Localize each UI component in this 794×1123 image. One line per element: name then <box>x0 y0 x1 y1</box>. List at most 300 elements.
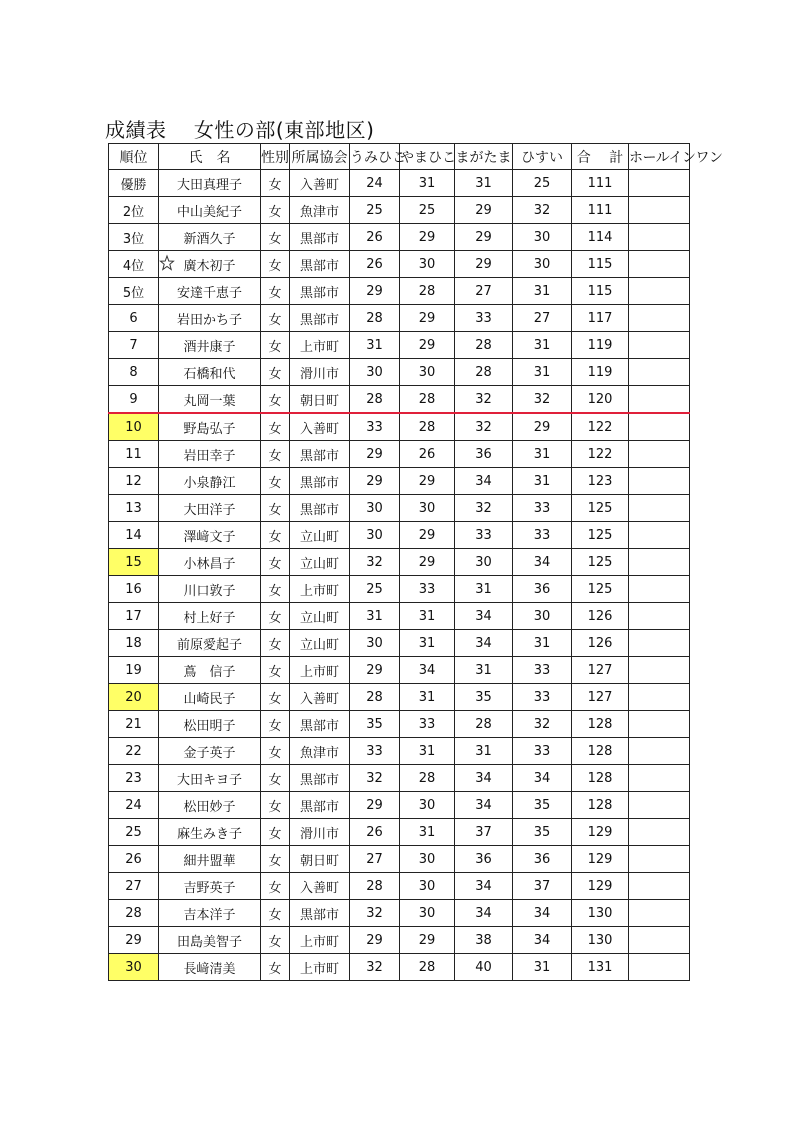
yamahiko-score-text: 31 <box>418 635 436 651</box>
name-cell <box>159 792 261 819</box>
umihiko-score-text: 29 <box>366 662 383 678</box>
yamahiko-score <box>400 305 455 332</box>
name-cell <box>159 711 261 738</box>
yamahiko-score <box>400 603 455 630</box>
table-row <box>109 846 690 873</box>
sex-cell <box>261 954 290 981</box>
hisui-score <box>513 576 572 603</box>
sex-cell <box>261 386 290 414</box>
hisui-score-text: 31 <box>533 635 551 651</box>
rank-cell <box>109 495 159 522</box>
rank-cell-text: 20 <box>125 689 142 705</box>
total-score-text: 128 <box>587 743 613 759</box>
yamahiko-score <box>400 873 455 900</box>
yamahiko-score-text: 33 <box>418 581 436 597</box>
association-cell-text: 黒部市 <box>299 718 339 734</box>
hole-in-one-cell <box>629 630 690 657</box>
total-score-text: 130 <box>587 905 613 921</box>
rank-cell <box>109 954 159 981</box>
hisui-score-text: 34 <box>533 905 551 921</box>
association-cell-text: 立山町 <box>299 637 339 653</box>
rank-cell-text: 23 <box>125 770 142 786</box>
sex-cell <box>261 873 290 900</box>
magatama-score <box>455 549 513 576</box>
total-score-text: 126 <box>587 635 613 651</box>
hisui-score-text: 33 <box>533 527 551 543</box>
yamahiko-score <box>400 630 455 657</box>
yamahiko-score <box>400 765 455 792</box>
sex-cell <box>261 684 290 711</box>
yamahiko-score-text: 31 <box>418 824 436 840</box>
umihiko-score <box>350 413 400 441</box>
total-score <box>572 251 629 278</box>
yamahiko-score-text: 31 <box>418 608 436 624</box>
rank-cell-text: 16 <box>125 581 142 597</box>
sex-cell <box>261 792 290 819</box>
magatama-score-text: 31 <box>475 743 492 759</box>
sex-cell <box>261 927 290 954</box>
total-score-text: 125 <box>587 554 613 570</box>
name-cell-text: 石橋和代 <box>183 366 236 382</box>
rank-cell <box>109 792 159 819</box>
sex-cell <box>261 170 290 197</box>
umihiko-score-text: 28 <box>366 310 383 326</box>
name-cell <box>159 197 261 224</box>
name-cell-text: 大田真理子 <box>176 177 242 193</box>
hisui-score <box>513 386 572 414</box>
sex-cell <box>261 765 290 792</box>
total-score-text: 131 <box>587 959 613 975</box>
header-hole-in-one: ホールインワン <box>629 144 690 170</box>
yamahiko-score <box>400 738 455 765</box>
yamahiko-score-text: 28 <box>418 959 436 975</box>
rank-cell <box>109 278 159 305</box>
rank-cell-text: 10 <box>125 419 142 435</box>
rank-cell <box>109 684 159 711</box>
umihiko-score <box>350 549 400 576</box>
hisui-score <box>513 332 572 359</box>
yamahiko-score-text: 29 <box>418 527 436 543</box>
umihiko-score <box>350 386 400 414</box>
association-cell-text: 入善町 <box>299 691 339 707</box>
name-cell-text: 丸岡一葉 <box>183 393 236 409</box>
yamahiko-score-text: 30 <box>418 364 436 380</box>
yamahiko-score-text: 30 <box>418 797 436 813</box>
yamahiko-score <box>400 170 455 197</box>
sex-cell-text: 女 <box>268 421 282 437</box>
name-cell <box>159 576 261 603</box>
sex-cell <box>261 819 290 846</box>
association-cell <box>290 954 350 981</box>
total-score <box>572 522 629 549</box>
umihiko-score <box>350 900 400 927</box>
header-hisui: ひすい <box>513 144 572 170</box>
association-cell-text: 滑川市 <box>299 826 339 842</box>
association-cell-text: 黒部市 <box>299 907 339 923</box>
umihiko-score <box>350 522 400 549</box>
total-score-text: 129 <box>587 851 613 867</box>
table-row <box>109 792 690 819</box>
rank-cell <box>109 359 159 386</box>
rank-cell-text: 9 <box>129 391 138 407</box>
hisui-score <box>513 197 572 224</box>
magatama-score-text: 30 <box>475 554 492 570</box>
yamahiko-score <box>400 278 455 305</box>
rank-cell <box>109 305 159 332</box>
yamahiko-score <box>400 522 455 549</box>
sex-cell-text: 女 <box>268 502 282 518</box>
total-score <box>572 657 629 684</box>
association-cell <box>290 522 350 549</box>
name-cell <box>159 900 261 927</box>
table-row <box>109 305 690 332</box>
sex-cell <box>261 738 290 765</box>
association-cell <box>290 332 350 359</box>
total-score <box>572 495 629 522</box>
rank-cell-text: 8 <box>129 364 138 380</box>
hisui-score <box>513 873 572 900</box>
magatama-score <box>455 468 513 495</box>
yamahiko-score-text: 34 <box>418 662 436 678</box>
sex-cell-text: 女 <box>268 853 282 869</box>
hole-in-one-cell <box>629 576 690 603</box>
hisui-score-text: 32 <box>533 716 551 732</box>
yamahiko-score <box>400 819 455 846</box>
total-score <box>572 278 629 305</box>
rank-cell <box>109 900 159 927</box>
hole-in-one-cell <box>629 224 690 251</box>
umihiko-score-text: 27 <box>366 851 383 867</box>
yamahiko-score-text: 28 <box>418 283 436 299</box>
magatama-score-text: 31 <box>475 662 492 678</box>
name-cell <box>159 305 261 332</box>
total-score <box>572 846 629 873</box>
sex-cell-text: 女 <box>268 583 282 599</box>
name-cell <box>159 170 261 197</box>
name-cell-text: 澤﨑文子 <box>183 529 236 545</box>
umihiko-score <box>350 278 400 305</box>
total-score-text: 117 <box>587 310 613 326</box>
name-cell <box>159 684 261 711</box>
magatama-score-text: 34 <box>475 635 492 651</box>
association-cell-text: 上市町 <box>299 339 339 355</box>
yamahiko-score <box>400 846 455 873</box>
hisui-score <box>513 305 572 332</box>
hisui-score-text: 30 <box>533 256 551 272</box>
rank-cell <box>109 657 159 684</box>
hisui-score <box>513 846 572 873</box>
umihiko-score <box>350 224 400 251</box>
header-total: 合 計 <box>572 144 629 170</box>
association-cell <box>290 630 350 657</box>
umihiko-score-text: 33 <box>366 743 383 759</box>
yamahiko-score <box>400 954 455 981</box>
association-cell <box>290 819 350 846</box>
sex-cell <box>261 197 290 224</box>
rank-cell-text: 26 <box>125 851 142 867</box>
total-score-text: 115 <box>587 256 613 272</box>
sex-cell <box>261 441 290 468</box>
association-cell-text: 黒部市 <box>299 285 339 301</box>
association-cell <box>290 603 350 630</box>
rank-cell-text: 3位 <box>122 231 145 247</box>
magatama-score <box>455 576 513 603</box>
header-name: 氏 名 <box>159 144 261 170</box>
sex-cell <box>261 413 290 441</box>
umihiko-score <box>350 846 400 873</box>
association-cell-text: 朝日町 <box>299 393 339 409</box>
association-cell <box>290 711 350 738</box>
umihiko-score-text: 30 <box>366 635 383 651</box>
rank-cell <box>109 765 159 792</box>
yamahiko-score <box>400 900 455 927</box>
name-cell-text: 廣木初子 <box>183 258 236 274</box>
name-cell-text: 酒井康子 <box>183 339 236 355</box>
name-cell-text: 新酒久子 <box>183 231 236 247</box>
hisui-score <box>513 603 572 630</box>
total-score-text: 128 <box>587 770 613 786</box>
yamahiko-score-text: 26 <box>418 446 436 462</box>
magatama-score <box>455 954 513 981</box>
total-score <box>572 170 629 197</box>
umihiko-score <box>350 576 400 603</box>
magatama-score <box>455 224 513 251</box>
magatama-score <box>455 170 513 197</box>
hisui-score-text: 34 <box>533 770 551 786</box>
hole-in-one-cell <box>629 170 690 197</box>
yamahiko-score <box>400 684 455 711</box>
magatama-score-text: 28 <box>475 337 492 353</box>
magatama-score-text: 34 <box>475 878 492 894</box>
name-cell <box>159 927 261 954</box>
sex-cell-text: 女 <box>268 934 282 950</box>
magatama-score <box>455 386 513 414</box>
association-cell <box>290 170 350 197</box>
hole-in-one-cell <box>629 386 690 414</box>
magatama-score <box>455 278 513 305</box>
total-score-text: 129 <box>587 878 613 894</box>
name-cell-text: 岩田かち子 <box>176 312 242 328</box>
sex-cell-text: 女 <box>268 177 282 193</box>
hisui-score-text: 32 <box>533 391 551 407</box>
rank-cell <box>109 630 159 657</box>
header-rank: 順位 <box>109 144 159 170</box>
name-cell-text: 金子英子 <box>183 745 236 761</box>
magatama-score <box>455 711 513 738</box>
association-cell <box>290 900 350 927</box>
yamahiko-score <box>400 413 455 441</box>
rank-cell-text: 18 <box>125 635 142 651</box>
name-cell-text: 小林昌子 <box>183 556 236 572</box>
hisui-score-text: 33 <box>533 662 551 678</box>
magatama-score <box>455 630 513 657</box>
total-score <box>572 332 629 359</box>
hisui-score-text: 34 <box>533 932 551 948</box>
sex-cell <box>261 900 290 927</box>
magatama-score-text: 36 <box>475 446 492 462</box>
hole-in-one-cell <box>629 684 690 711</box>
total-score <box>572 305 629 332</box>
rank-cell <box>109 738 159 765</box>
total-score <box>572 738 629 765</box>
association-cell <box>290 684 350 711</box>
hisui-score <box>513 170 572 197</box>
association-cell-text: 滑川市 <box>299 366 339 382</box>
association-cell <box>290 413 350 441</box>
magatama-score <box>455 251 513 278</box>
sex-cell <box>261 305 290 332</box>
magatama-score-text: 28 <box>475 716 492 732</box>
total-score-text: 111 <box>587 175 613 191</box>
sex-cell <box>261 846 290 873</box>
sex-cell <box>261 630 290 657</box>
hisui-score-text: 29 <box>533 419 551 435</box>
total-score <box>572 792 629 819</box>
total-score-text: 127 <box>587 689 613 705</box>
association-cell-text: 入善町 <box>299 177 339 193</box>
umihiko-score-text: 30 <box>366 500 383 516</box>
rank-cell <box>109 224 159 251</box>
rank-cell <box>109 711 159 738</box>
hisui-score <box>513 630 572 657</box>
total-score <box>572 359 629 386</box>
yamahiko-score <box>400 468 455 495</box>
table-row <box>109 657 690 684</box>
magatama-score <box>455 495 513 522</box>
total-score <box>572 576 629 603</box>
umihiko-score <box>350 927 400 954</box>
hole-in-one-cell <box>629 954 690 981</box>
rank-cell-text: 21 <box>125 716 142 732</box>
total-score-text: 125 <box>587 527 613 543</box>
sex-cell-text: 女 <box>268 366 282 382</box>
hisui-score <box>513 468 572 495</box>
hisui-score <box>513 278 572 305</box>
star-mark-icon <box>160 255 174 271</box>
sex-cell-text: 女 <box>268 826 282 842</box>
name-cell-text: 中山美紀子 <box>176 204 242 220</box>
association-cell <box>290 873 350 900</box>
rank-cell <box>109 819 159 846</box>
name-cell <box>159 441 261 468</box>
rank-cell-text: 12 <box>125 473 142 489</box>
hole-in-one-cell <box>629 873 690 900</box>
umihiko-score-text: 29 <box>366 473 383 489</box>
hisui-score-text: 31 <box>533 473 551 489</box>
total-score-text: 119 <box>587 364 613 380</box>
hisui-score <box>513 522 572 549</box>
total-score-text: 114 <box>587 229 613 245</box>
umihiko-score-text: 32 <box>366 959 383 975</box>
association-cell-text: 黒部市 <box>299 231 339 247</box>
sex-cell <box>261 332 290 359</box>
umihiko-score <box>350 738 400 765</box>
magatama-score <box>455 846 513 873</box>
yamahiko-score <box>400 576 455 603</box>
total-score <box>572 549 629 576</box>
hole-in-one-cell <box>629 305 690 332</box>
yamahiko-score <box>400 792 455 819</box>
rank-cell-text: 28 <box>125 905 142 921</box>
total-score <box>572 441 629 468</box>
table-row <box>109 278 690 305</box>
table-row <box>109 603 690 630</box>
hisui-score-text: 31 <box>533 364 551 380</box>
document-title: 成績表 女性の部(東部地区) <box>105 118 375 142</box>
hisui-score-text: 35 <box>533 824 551 840</box>
magatama-score-text: 29 <box>475 229 492 245</box>
rank-cell-text: 19 <box>125 662 142 678</box>
hisui-score <box>513 495 572 522</box>
association-cell <box>290 468 350 495</box>
hisui-score-text: 36 <box>533 581 551 597</box>
sex-cell-text: 女 <box>268 772 282 788</box>
umihiko-score-text: 26 <box>366 229 383 245</box>
sex-cell-text: 女 <box>268 691 282 707</box>
name-cell <box>159 224 261 251</box>
table-row <box>109 332 690 359</box>
magatama-score <box>455 819 513 846</box>
hole-in-one-cell <box>629 846 690 873</box>
rank-cell-text: 13 <box>125 500 142 516</box>
umihiko-score-text: 28 <box>366 391 383 407</box>
name-cell-text: 山崎民子 <box>183 691 236 707</box>
yamahiko-score-text: 30 <box>418 256 436 272</box>
hisui-score-text: 36 <box>533 851 551 867</box>
umihiko-score-text: 26 <box>366 824 383 840</box>
table-row <box>109 630 690 657</box>
association-cell <box>290 441 350 468</box>
association-cell-text: 立山町 <box>299 610 339 626</box>
total-score <box>572 224 629 251</box>
umihiko-score-text: 29 <box>366 932 383 948</box>
total-score-text: 122 <box>587 419 613 435</box>
umihiko-score <box>350 819 400 846</box>
umihiko-score <box>350 954 400 981</box>
yamahiko-score-text: 30 <box>418 851 436 867</box>
hole-in-one-cell <box>629 278 690 305</box>
association-cell-text: 立山町 <box>299 529 339 545</box>
total-score-text: 128 <box>587 797 613 813</box>
table-row <box>109 873 690 900</box>
association-cell-text: 黒部市 <box>299 448 339 464</box>
umihiko-score <box>350 441 400 468</box>
hisui-score <box>513 359 572 386</box>
hisui-score <box>513 738 572 765</box>
umihiko-score <box>350 711 400 738</box>
magatama-score-text: 29 <box>475 202 492 218</box>
name-cell-text: 吉本洋子 <box>183 907 236 923</box>
sex-cell-text: 女 <box>268 961 282 977</box>
umihiko-score <box>350 197 400 224</box>
yamahiko-score-text: 31 <box>418 743 436 759</box>
association-cell <box>290 792 350 819</box>
umihiko-score-text: 31 <box>366 337 383 353</box>
total-score <box>572 900 629 927</box>
hole-in-one-cell <box>629 927 690 954</box>
total-score <box>572 413 629 441</box>
umihiko-score-text: 25 <box>366 202 383 218</box>
name-cell <box>159 549 261 576</box>
hisui-score-text: 25 <box>533 175 551 191</box>
magatama-score <box>455 765 513 792</box>
yamahiko-score-text: 28 <box>418 391 436 407</box>
header-magatama: まがたま <box>455 144 513 170</box>
hisui-score <box>513 954 572 981</box>
umihiko-score <box>350 332 400 359</box>
rank-cell <box>109 603 159 630</box>
hole-in-one-cell <box>629 900 690 927</box>
